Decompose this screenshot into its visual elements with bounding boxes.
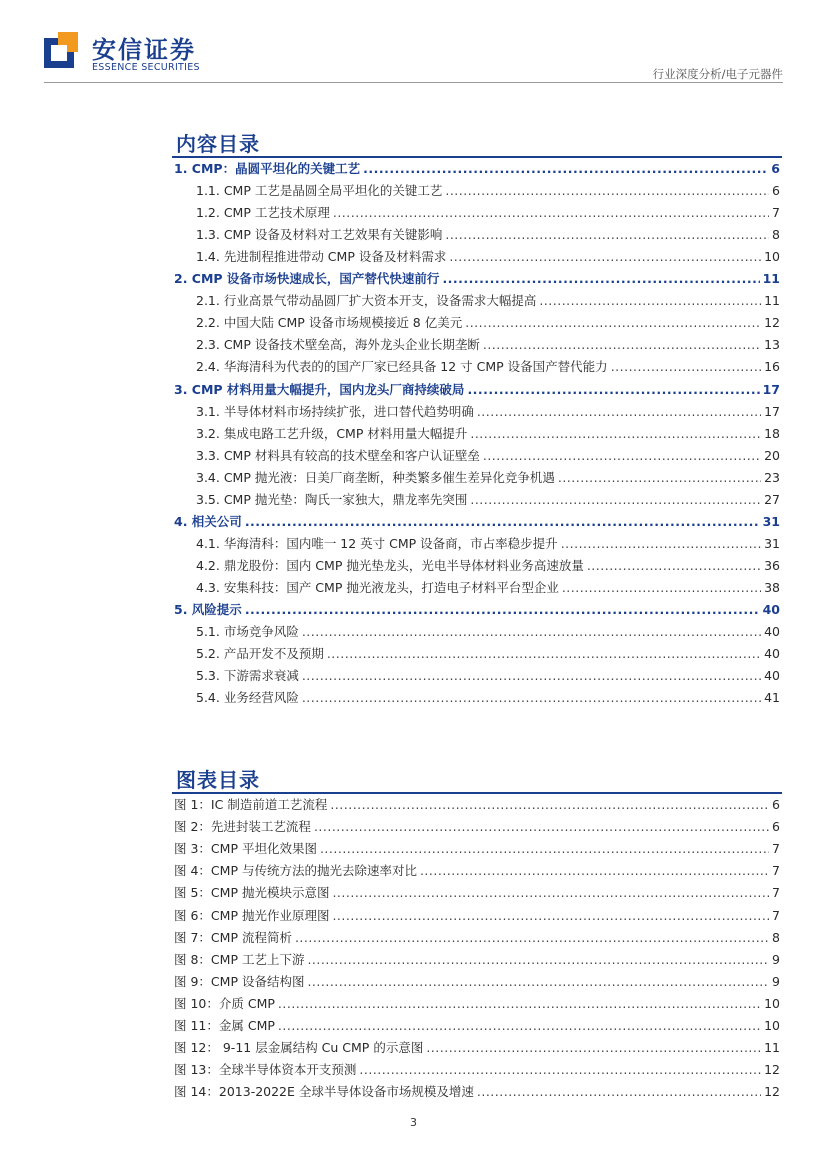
dot-leader	[470, 489, 761, 511]
dot-leader	[314, 816, 769, 838]
dot-leader	[332, 882, 769, 904]
dot-leader	[467, 379, 759, 401]
entry-page-number: 41	[764, 690, 780, 706]
entry-title: 1. CMP：晶圆平坦化的关键工艺	[174, 161, 361, 176]
dot-leader	[539, 290, 761, 312]
entry-title: 图 8：CMP 工艺上下游	[174, 951, 305, 967]
toc-section-entry[interactable]	[196, 665, 780, 687]
entry-page-number: 6	[772, 819, 780, 835]
entry-title: 图 7：CMP 流程简析	[174, 929, 292, 945]
dot-leader	[302, 621, 761, 643]
entry-title: 1.3. CMP 设备及材料对工艺效果有关键影响	[196, 227, 443, 243]
dot-leader	[363, 158, 768, 180]
toc-section-entry[interactable]	[196, 643, 780, 665]
figure-entry[interactable]	[174, 838, 780, 860]
entry-page-number: 7	[772, 907, 780, 923]
figure-entry[interactable]	[174, 949, 780, 971]
entry-page-number: 13	[764, 337, 780, 353]
entry-page-number: 10	[764, 249, 780, 265]
entry-page-number: 16	[764, 359, 780, 375]
entry-page-number: 8	[772, 929, 780, 945]
dot-leader	[302, 687, 761, 709]
entry-title: 图 14：2013-2022E 全球半导体设备市场规模及增速	[174, 1084, 474, 1100]
toc-section-entry[interactable]	[196, 356, 780, 378]
entry-title: 3.5. CMP 抛光垫：陶氏一家独大，鼎龙率先突围	[196, 491, 468, 507]
entry-page-number: 11	[764, 293, 780, 309]
entry-title: 4.3. 安集科技：国产 CMP 抛光液龙头，打造电子材料平台型企业	[196, 579, 559, 595]
dot-leader	[445, 180, 769, 202]
entry-title: 图 13：全球半导体资本开支预测	[174, 1062, 357, 1078]
figure-entry[interactable]	[174, 1037, 780, 1059]
dot-leader	[320, 838, 769, 860]
entry-page-number: 38	[764, 579, 780, 595]
entry-page-number: 11	[762, 271, 780, 287]
toc-section-entry[interactable]	[196, 577, 780, 599]
entry-page-number: 9	[772, 951, 780, 967]
dot-leader	[465, 312, 761, 334]
dot-leader	[477, 401, 761, 423]
entry-title: 3.2. 集成电路工艺升级，CMP 材料用量大幅提升	[196, 425, 468, 441]
entry-title: 5.4. 业务经营风险	[196, 690, 299, 706]
toc-section-entry[interactable]	[196, 334, 780, 356]
figure-entry[interactable]	[174, 1059, 780, 1081]
figure-entry[interactable]	[174, 1081, 780, 1103]
dot-leader	[449, 246, 761, 268]
dot-leader	[278, 993, 761, 1015]
toc-section-entry[interactable]	[196, 533, 780, 555]
entry-title: 4.2. 鼎龙股份：国内 CMP 抛光垫龙头，光电半导体材料业务高速放量	[196, 557, 584, 573]
entry-title: 图 5：CMP 抛光模块示意图	[174, 885, 330, 901]
figure-entry[interactable]	[174, 794, 780, 816]
entry-title: 图 2：先进封装工艺流程	[174, 819, 311, 835]
entry-title: 图 1：IC 制造前道工艺流程	[174, 797, 328, 812]
entry-page-number: 11	[764, 1040, 780, 1056]
toc-section-entry[interactable]	[196, 467, 780, 489]
dot-leader	[442, 268, 759, 290]
entry-page-number: 40	[762, 602, 780, 617]
dot-leader	[477, 1081, 761, 1103]
entry-page-number: 40	[764, 624, 780, 640]
entry-title: 图 10：介质 CMP	[174, 995, 275, 1011]
dot-leader	[483, 445, 761, 467]
dot-leader	[587, 555, 761, 577]
entry-page-number: 17	[762, 381, 780, 397]
entry-page-number: 31	[764, 535, 780, 551]
dot-leader	[245, 511, 760, 533]
dot-leader	[359, 1059, 761, 1081]
dot-leader	[420, 860, 769, 882]
entry-page-number: 17	[764, 403, 780, 419]
dot-leader	[445, 224, 769, 246]
toc-section-entry[interactable]	[196, 401, 780, 423]
dot-leader	[278, 1015, 761, 1037]
toc-section-entry[interactable]	[196, 202, 780, 224]
entry-page-number: 23	[764, 469, 780, 485]
toc-section-entry[interactable]	[196, 246, 780, 268]
entry-title: 1.4. 先进制程推进带动 CMP 设备及材料需求	[196, 249, 447, 265]
toc-section-entry[interactable]	[196, 621, 780, 643]
entry-title: 图 6：CMP 抛光作业原理图	[174, 907, 330, 923]
entry-page-number: 10	[764, 995, 780, 1011]
toc-section-entry[interactable]	[196, 423, 780, 445]
entry-page-number: 12	[764, 315, 780, 331]
entry-page-number: 40	[764, 668, 780, 684]
brand-logo-icon	[44, 32, 80, 68]
figure-entry[interactable]	[174, 882, 780, 904]
entry-title: 4. 相关公司	[174, 513, 242, 529]
brand-name-cn: 安信证券	[92, 36, 196, 64]
entry-title: 3.3. CMP 材料具有较高的技术壁垒和客户认证壁垒	[196, 447, 480, 463]
figure-entry[interactable]	[174, 993, 780, 1015]
entry-title: 5.3. 下游需求衰减	[196, 668, 299, 684]
entry-title: 3.1. 半导体材料市场持续扩张，进口替代趋势明确	[196, 403, 474, 419]
entry-title: 2. CMP 设备市场快速成长，国产替代快速前行	[174, 271, 440, 287]
figures-title: 图表目录	[176, 768, 260, 792]
entry-page-number: 6	[772, 183, 780, 199]
figure-entry[interactable]	[174, 927, 780, 949]
dot-leader	[470, 423, 761, 445]
entry-title: 3. CMP 材料用量大幅提升，国内龙头厂商持续破局	[174, 381, 465, 397]
dot-leader	[302, 665, 761, 687]
dot-leader	[327, 643, 761, 665]
figure-entry[interactable]	[174, 816, 780, 838]
toc-section-entry[interactable]	[196, 555, 780, 577]
entry-title: 5.2. 产品开发不及预期	[196, 646, 324, 662]
entry-title: 图 11：金属 CMP	[174, 1018, 275, 1033]
entry-page-number: 6	[771, 161, 780, 176]
entry-title: 图 3：CMP 平坦化效果图	[174, 841, 317, 857]
toc-section-entry[interactable]	[196, 489, 780, 511]
dot-leader	[307, 971, 769, 993]
entry-page-number: 7	[772, 885, 780, 901]
entry-page-number: 7	[772, 205, 780, 221]
entry-page-number: 18	[764, 425, 780, 441]
toc-section-entry[interactable]	[196, 224, 780, 246]
entry-page-number: 36	[764, 557, 780, 573]
entry-page-number: 31	[762, 513, 780, 529]
dot-leader	[561, 533, 761, 555]
dot-leader	[426, 1037, 761, 1059]
dot-leader	[295, 927, 769, 949]
toc-chapter-entry[interactable]	[174, 158, 780, 180]
dot-leader	[333, 202, 769, 224]
entry-title: 1.2. CMP 工艺技术原理	[196, 205, 330, 221]
entry-page-number: 40	[764, 646, 780, 662]
entry-title: 2.3. CMP 设备技术壁垒高，海外龙头企业长期垄断	[196, 337, 480, 353]
entry-title: 3.4. CMP 抛光液：日美厂商垄断，种类繁多催生差异化竞争机遇	[196, 469, 555, 485]
entry-title: 5.1. 市场竞争风险	[196, 624, 299, 640]
brand-name-en: ESSENCE SECURITIES	[92, 62, 200, 73]
entry-page-number: 12	[764, 1084, 780, 1100]
figure-entry[interactable]	[174, 971, 780, 993]
entry-page-number: 10	[764, 1018, 780, 1033]
entry-title: 4.1. 华海清科：国内唯一 12 英寸 CMP 设备商，市占率稳步提升	[196, 535, 558, 551]
toc-section-entry[interactable]	[196, 180, 780, 202]
entry-page-number: 7	[772, 863, 780, 879]
dot-leader	[245, 599, 760, 621]
toc-section-entry[interactable]	[196, 312, 780, 334]
entry-title: 图 12： 9-11 层金属结构 Cu CMP 的示意图	[174, 1040, 424, 1056]
dot-leader	[330, 794, 769, 816]
header-divider	[44, 82, 783, 83]
toc-section-entry[interactable]	[196, 687, 780, 709]
toc-chapter-entry[interactable]	[174, 379, 780, 401]
entry-title: 图 4：CMP 与传统方法的抛光去除速率对比	[174, 863, 417, 879]
entry-title: 2.2. 中国大陆 CMP 设备市场规模接近 8 亿美元	[196, 315, 463, 331]
entry-page-number: 12	[764, 1062, 780, 1078]
entry-page-number: 8	[772, 227, 780, 243]
dot-leader	[611, 356, 761, 378]
entry-title: 5. 风险提示	[174, 602, 242, 617]
toc-chapter-entry[interactable]	[174, 599, 780, 621]
dot-leader	[307, 949, 769, 971]
figure-entry[interactable]	[174, 905, 780, 927]
entry-title: 图 9：CMP 设备结构图	[174, 973, 305, 989]
dot-leader	[332, 905, 769, 927]
toc-chapter-entry[interactable]	[174, 268, 780, 290]
toc-title: 内容目录	[176, 132, 260, 156]
entry-page-number: 9	[772, 973, 780, 989]
toc-section-entry[interactable]	[196, 445, 780, 467]
entry-title: 2.4. 华海清科为代表的的国产厂家已经具备 12 寸 CMP 设备国产替代能力	[196, 359, 608, 375]
entry-page-number: 27	[764, 491, 780, 507]
entry-page-number: 7	[772, 841, 780, 857]
dot-leader	[483, 334, 761, 356]
entry-page-number: 6	[772, 797, 780, 812]
entry-page-number: 20	[764, 447, 780, 463]
entry-title: 2.1. 行业高景气带动晶圆厂扩大资本开支，设备需求大幅提高	[196, 293, 537, 309]
toc-chapter-entry[interactable]	[174, 511, 780, 533]
dot-leader	[558, 467, 761, 489]
entry-title: 1.1. CMP 工艺是晶圆全局平坦化的关键工艺	[196, 183, 443, 199]
report-type: 行业深度分析/电子元器件	[652, 67, 783, 81]
page-number: 3	[410, 1116, 417, 1129]
figure-entry[interactable]	[174, 1015, 780, 1037]
figure-entry[interactable]	[174, 860, 780, 882]
toc-section-entry[interactable]	[196, 290, 780, 312]
dot-leader	[562, 577, 761, 599]
